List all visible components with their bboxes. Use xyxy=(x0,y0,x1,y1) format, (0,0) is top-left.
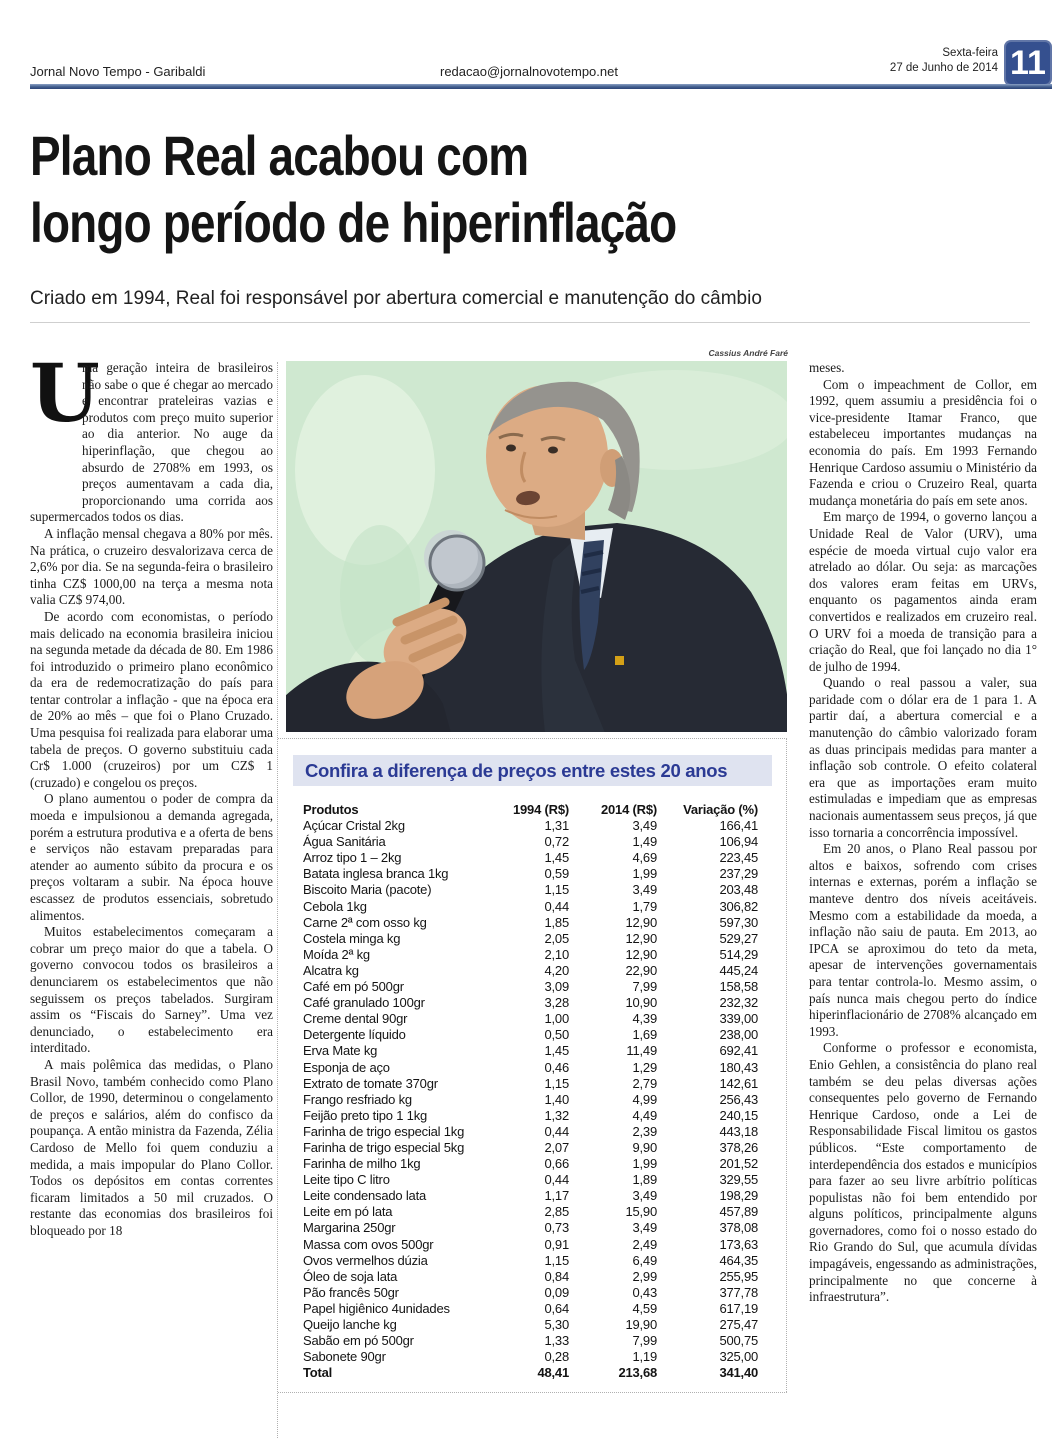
subtitle-rule xyxy=(30,322,1030,323)
value-cell: 339,00 xyxy=(719,1011,758,1027)
value-cell: 1,00 xyxy=(544,1011,569,1027)
article-paragraph: Muitos estabelecimentos começaram a cobrar um preço maior do que a tabela. O governo convocou todos os brasileiros a denunciarem os estabelecimentos que não seguissem os preços tabelados. Surgiram assim os “Fiscais do Sarney”. Uma vez denunciado, o estabelecimento era interditado. xyxy=(30,924,273,1056)
value-cell: 3,49 xyxy=(632,1220,657,1236)
product-cell: Costela minga kg xyxy=(303,930,401,946)
table-row xyxy=(303,1333,758,1349)
value-cell: 500,75 xyxy=(719,1333,758,1349)
value-cell: 255,95 xyxy=(719,1268,758,1284)
price-table-title: Confira a diferença de preços entre estes 20 anos xyxy=(293,755,772,786)
value-cell: 514,29 xyxy=(719,946,758,962)
article-paragraph: De acordo com economistas, o período mais delicado na economia brasileira iniciou na segunda metade da década de 80. Em 1986 foi introduzido o primeiro plano econômico da era de redemocratização do país para tentar controlar a inflação - que na época era de 20% ao mês – que foi o Plano Cruzado. Uma pesquisa foi realizada para elaborar uma tabela de preços. O governo substituiu cada Cr$ 1.000 (cruzeiros) por um CZ$ 1 (cruzado) e congelou os preços. xyxy=(30,608,273,790)
value-cell: 0,09 xyxy=(544,1284,569,1300)
value-cell: 4,20 xyxy=(544,962,569,978)
value-cell: 0,28 xyxy=(544,1349,569,1365)
table-box-top-rule xyxy=(278,738,787,739)
value-cell: 1,99 xyxy=(632,866,657,882)
value-cell: 3,49 xyxy=(632,1188,657,1204)
table-row xyxy=(303,1220,758,1236)
article-column-right xyxy=(809,360,1037,1306)
product-cell: Açúcar Cristal 2kg xyxy=(303,818,405,834)
headline-line-2: longo período de hiperinflação xyxy=(30,191,677,254)
table-row xyxy=(303,1285,758,1301)
value-cell: 238,00 xyxy=(719,1027,758,1043)
value-cell: 2,07 xyxy=(544,1139,569,1155)
table-row xyxy=(303,1349,758,1365)
value-cell: 1,15 xyxy=(544,882,569,898)
column-header-produtos: Produtos xyxy=(303,802,359,817)
column-rule-left xyxy=(277,362,278,1438)
value-cell: 2,39 xyxy=(632,1123,657,1139)
value-cell: 457,89 xyxy=(719,1204,758,1220)
value-cell: 2,10 xyxy=(544,946,569,962)
article-paragraph: Com o impeachment de Collor, em 1992, quem assumiu a presidência foi o vice-presidente Itamar Franco, que estabeleceu importantes mudanças na economia do país. Em 1993 Fernando Henrique Cardoso assumiu o Ministério da Fazenda e criou o Cruzeiro Real, quarta mudança monetária do país em sete anos. xyxy=(809,376,1037,508)
total-2014: 213,68 xyxy=(618,1365,657,1381)
article-paragraph: meses. xyxy=(809,360,845,375)
value-cell: 12,90 xyxy=(625,914,657,930)
table-row xyxy=(303,882,758,898)
value-cell: 0,50 xyxy=(544,1027,569,1043)
value-cell: 198,29 xyxy=(719,1188,758,1204)
product-cell: Sabão em pó 500gr xyxy=(303,1333,414,1349)
product-cell: Leite tipo C litro xyxy=(303,1172,390,1188)
table-row xyxy=(303,866,758,882)
article-paragraph: O plano aumentou o poder de compra da moeda e impulsionou a demanda agregada, porém a estrutura produtiva e a oferta de bens e serviços não estavam preparadas para atender ao aumento súbito da procura e os preços voltaram a subir. Na época houve escassez de produtos essenciais, sobretudo alimentos. xyxy=(30,791,273,923)
value-cell: 3,09 xyxy=(544,979,569,995)
value-cell: 1,69 xyxy=(632,1027,657,1043)
table-row xyxy=(303,1011,758,1027)
value-cell: 2,05 xyxy=(544,930,569,946)
value-cell: 232,32 xyxy=(719,995,758,1011)
product-cell: Café em pó 500gr xyxy=(303,979,404,995)
table-row xyxy=(303,1172,758,1188)
value-cell: 378,08 xyxy=(719,1220,758,1236)
value-cell: 1,45 xyxy=(544,1043,569,1059)
article-paragraph: Em 20 anos, o Plano Real passou por altos e baixos, sofrendo com crises internas e externas, porém a inflação se manteve dentro dos níveis aceitáveis. Mesmo com a estabilidade da moeda, a inflação não saiu de pauta. Em 2013, ao IPCA se aproximou do teto da meta, apesar de intervenções governamentais para tentar controla-lo. Mesmo assim, o país nunca mais chegou perto do índice hiperinflacionário de 2708% alcançado em 1993. xyxy=(809,841,1037,1039)
product-cell: Carne 2ª com osso kg xyxy=(303,914,427,930)
table-total-row xyxy=(303,1365,758,1381)
product-cell: Ovos vermelhos dúzia xyxy=(303,1252,428,1268)
table-row xyxy=(303,1108,758,1124)
article-paragraph: A mais polêmica das medidas, o Plano Brasil Novo, também conhecido como Plano Collor, de 1990, determinou o congelamento de preços e salários, além do confisco da poupança. A então ministra da Fazenda, Zélia Cardoso de Mello foi quem conduziu a medida, a mais impopular do Plano Collor. Todos os depósitos em contas correntes ficaram limitados a 50 mil cruzados. O restante das economias dos brasileiros foi bloqueado por 18 xyxy=(30,1056,273,1238)
product-cell: Farinha de milho 1kg xyxy=(303,1156,421,1172)
value-cell: 325,00 xyxy=(719,1349,758,1365)
value-cell: 10,90 xyxy=(625,995,657,1011)
table-row xyxy=(303,1027,758,1043)
product-cell: Óleo de soja lata xyxy=(303,1268,398,1284)
total-1994: 48,41 xyxy=(537,1365,569,1381)
product-cell: Extrato de tomate 370gr xyxy=(303,1075,438,1091)
value-cell: 0,43 xyxy=(632,1284,657,1300)
product-cell: Frango resfriado kg xyxy=(303,1091,412,1107)
value-cell: 180,43 xyxy=(719,1059,758,1075)
table-header-row xyxy=(303,802,758,818)
product-cell: Papel higiênico 4unidades xyxy=(303,1300,450,1316)
product-cell: Alcatra kg xyxy=(303,962,359,978)
value-cell: 11,49 xyxy=(626,1043,657,1059)
value-cell: 3,49 xyxy=(632,818,657,834)
table-row xyxy=(303,834,758,850)
value-cell: 1,89 xyxy=(632,1172,657,1188)
value-cell: 256,43 xyxy=(719,1091,758,1107)
value-cell: 1,85 xyxy=(544,914,569,930)
table-box-bottom-rule xyxy=(278,1392,787,1393)
value-cell: 329,55 xyxy=(719,1172,758,1188)
product-cell: Batata inglesa branca 1kg xyxy=(303,866,449,882)
product-cell: Massa com ovos 500gr xyxy=(303,1236,434,1252)
value-cell: 203,48 xyxy=(719,882,758,898)
product-cell: Feijão preto tipo 1 1kg xyxy=(303,1107,428,1123)
product-cell: Arroz tipo 1 – 2kg xyxy=(303,850,402,866)
product-cell: Moída 2ª kg xyxy=(303,946,370,962)
total-label: Total xyxy=(303,1365,333,1381)
table-row xyxy=(303,963,758,979)
product-cell: Leite em pó lata xyxy=(303,1204,393,1220)
value-cell: 3,28 xyxy=(544,995,569,1011)
value-cell: 4,59 xyxy=(632,1300,657,1316)
value-cell: 0,84 xyxy=(544,1268,569,1284)
table-row xyxy=(303,850,758,866)
column-rule-right xyxy=(786,738,787,1392)
product-cell: Margarina 250gr xyxy=(303,1220,396,1236)
table-row xyxy=(303,1317,758,1333)
value-cell: 529,27 xyxy=(719,930,758,946)
table-row xyxy=(303,979,758,995)
subtitle: Criado em 1994, Real foi responsável por abertura comercial e manutenção do câmbio xyxy=(30,288,762,309)
value-cell: 5,30 xyxy=(544,1317,569,1332)
table-row xyxy=(303,818,758,834)
product-cell: Água Sanitária xyxy=(303,834,386,850)
column-header-1994: 1994 (R$) xyxy=(512,802,569,817)
value-cell: 158,58 xyxy=(719,979,758,995)
publication-name: Jornal Novo Tempo - Garibaldi xyxy=(30,64,206,79)
page-number-badge: 11 xyxy=(1004,40,1052,86)
value-cell: 1,49 xyxy=(632,834,657,850)
value-cell: 377,78 xyxy=(719,1284,758,1300)
product-cell: Erva Mate kg xyxy=(303,1043,378,1059)
value-cell: 173,63 xyxy=(719,1236,758,1252)
value-cell: 1,29 xyxy=(632,1059,657,1075)
value-cell: 15,90 xyxy=(625,1204,657,1220)
value-cell: 1,79 xyxy=(632,898,657,914)
value-cell: 275,47 xyxy=(719,1317,758,1332)
masthead-rule xyxy=(30,84,1052,89)
table-row xyxy=(303,915,758,931)
contact-email: redacao@jornalnovotempo.net xyxy=(440,64,618,79)
table-row xyxy=(303,995,758,1011)
table-row xyxy=(303,899,758,915)
value-cell: 1,32 xyxy=(544,1107,569,1123)
table-row xyxy=(303,1156,758,1172)
value-cell: 443,18 xyxy=(719,1123,758,1139)
value-cell: 1,15 xyxy=(544,1075,569,1091)
product-cell: Café granulado 100gr xyxy=(303,995,425,1011)
table-row xyxy=(303,931,758,947)
speaker-photo xyxy=(285,360,788,733)
value-cell: 1,19 xyxy=(632,1349,657,1365)
value-cell: 223,45 xyxy=(719,850,758,866)
paragraph-text: ma geração inteira de brasileiros não sabe o que é chegar ao mercado e encontrar prateleiras vazias e produtos com preço muito superior ao dia anterior. No auge da hiperinflação, que chegou ao absurdo de 2708% em 1993, os preços aumentavam a cada dia, proporcionando uma corrida aos supermercados todos os dias. xyxy=(30,360,273,525)
column-header-variacao: Variação (%) xyxy=(683,802,758,817)
value-cell: 166,41 xyxy=(719,818,758,834)
value-cell: 378,26 xyxy=(719,1139,758,1155)
drop-cap: U xyxy=(30,346,100,440)
article-column-left xyxy=(30,346,273,1239)
issue-date-text: 27 de Junho de 2014 xyxy=(889,62,998,74)
headline xyxy=(30,122,818,256)
headline-line-1: Plano Real acabou com xyxy=(30,124,529,187)
value-cell: 445,24 xyxy=(719,962,758,978)
value-cell: 0,59 xyxy=(544,866,569,882)
value-cell: 597,30 xyxy=(719,914,758,930)
value-cell: 2,85 xyxy=(544,1204,569,1220)
product-cell: Farinha de trigo especial 1kg xyxy=(303,1123,465,1139)
value-cell: 6,49 xyxy=(632,1252,657,1268)
value-cell: 2,99 xyxy=(632,1268,657,1284)
table-row xyxy=(303,1301,758,1317)
product-cell: Pão francês 50gr xyxy=(303,1284,399,1300)
value-cell: 9,90 xyxy=(632,1139,657,1155)
table-row xyxy=(303,1140,758,1156)
value-cell: 0,44 xyxy=(544,1123,569,1139)
value-cell: 1,15 xyxy=(544,1252,569,1268)
product-cell: Queijo lanche kg xyxy=(303,1317,397,1332)
table-row xyxy=(303,1043,758,1059)
issue-weekday: Sexta-feira xyxy=(942,47,998,59)
product-cell: Biscoito Maria (pacote) xyxy=(303,882,432,898)
value-cell: 1,40 xyxy=(544,1091,569,1107)
product-cell: Creme dental 90gr xyxy=(303,1011,408,1027)
product-cell: Cebola 1kg xyxy=(303,898,367,914)
product-cell: Farinha de trigo especial 5kg xyxy=(303,1139,465,1155)
issue-date xyxy=(890,46,998,76)
value-cell: 2,49 xyxy=(632,1236,657,1252)
price-table-body xyxy=(303,818,758,1365)
photo-credit: Cassius André Faré xyxy=(708,348,788,358)
value-cell: 4,69 xyxy=(632,850,657,866)
value-cell: 1,33 xyxy=(544,1333,569,1349)
product-cell: Sabonete 90gr xyxy=(303,1349,386,1365)
table-row xyxy=(303,1269,758,1285)
table-row xyxy=(303,1124,758,1140)
table-row xyxy=(303,947,758,963)
product-cell: Leite condensado lata xyxy=(303,1188,427,1204)
value-cell: 692,41 xyxy=(719,1043,758,1059)
article-paragraph: A inflação mensal chegava a 80% por mês. Na prática, o cruzeiro desvalorizava cerca de 2,6% por dia. Se na segunda-feira o brasileiro tinha CZ$ 1000,00 na terça a mesma nota valia CZ$ 974,00. xyxy=(30,525,273,608)
value-cell: 0,44 xyxy=(544,1172,569,1188)
column-header-2014: 2014 (R$) xyxy=(600,802,657,817)
value-cell: 201,52 xyxy=(719,1156,758,1172)
value-cell: 4,49 xyxy=(632,1107,657,1123)
value-cell: 464,35 xyxy=(719,1252,758,1268)
value-cell: 617,19 xyxy=(719,1300,758,1316)
table-row xyxy=(303,1188,758,1204)
value-cell: 2,79 xyxy=(632,1075,657,1091)
article-paragraph: Em março de 1994, o governo lançou a Unidade Real de Valor (URV), uma espécie de moeda virtual cujo valor era atrelado ao dólar. Ou seja: as marcações dos valores eram feitas em URVs, enquanto os pagamentos ainda eram convertidos e realizados em cruzeiro real. O URV foi a moeda de transição para a criação do Real, que foi lançado no dia 1° de julho de 1994. xyxy=(809,509,1037,674)
table-row xyxy=(303,1253,758,1269)
table-row xyxy=(303,1076,758,1092)
value-cell: 0,91 xyxy=(544,1236,569,1252)
value-cell: 237,29 xyxy=(719,866,758,882)
price-table xyxy=(303,802,758,1381)
total-variacao: 341,40 xyxy=(719,1365,758,1381)
value-cell: 0,72 xyxy=(544,834,569,850)
value-cell: 106,94 xyxy=(719,834,758,850)
value-cell: 1,31 xyxy=(544,818,569,834)
table-row xyxy=(303,1204,758,1220)
value-cell: 0,73 xyxy=(544,1220,569,1236)
product-cell: Esponja de aço xyxy=(303,1059,390,1075)
speaker-photo-illustration xyxy=(285,360,788,733)
table-row xyxy=(303,1237,758,1253)
table-row xyxy=(303,1092,758,1108)
value-cell: 0,64 xyxy=(544,1300,569,1316)
value-cell: 3,49 xyxy=(632,882,657,898)
article-paragraph xyxy=(30,346,273,526)
value-cell: 306,82 xyxy=(719,898,758,914)
value-cell: 1,17 xyxy=(544,1188,569,1204)
value-cell: 0,44 xyxy=(544,898,569,914)
value-cell: 1,99 xyxy=(632,1156,657,1172)
value-cell: 1,45 xyxy=(544,850,569,866)
product-cell: Detergente líquido xyxy=(303,1027,406,1043)
value-cell: 0,46 xyxy=(544,1059,569,1075)
article-paragraph: Conforme o professor e economista, Enio Gehlen, a consistência do plano real também se deu pelas diversas ações consequentes pelo governo de Fernando Henrique Cardoso, onde a Lei de Responsabilidade Fiscal limitou os gastos públicos. “Este comportamento de interdependência dos estados e municípios para fazer ao seu livre arbítrio políticas populistas não foi bem entendido por alguns políticos, principalmente alguns governadores, como foi o nosso estado do Rio Grando do Sul, que acumula dívidas impagáveis, engessando as administrações, principalmente no que concerne à infraestrutura”. xyxy=(809,1040,1037,1305)
value-cell: 12,90 xyxy=(625,930,657,946)
value-cell: 240,15 xyxy=(719,1107,758,1123)
value-cell: 7,99 xyxy=(632,1333,657,1349)
value-cell: 22,90 xyxy=(625,962,657,978)
value-cell: 4,39 xyxy=(632,1011,657,1027)
value-cell: 7,99 xyxy=(632,979,657,995)
value-cell: 4,99 xyxy=(632,1091,657,1107)
value-cell: 142,61 xyxy=(719,1075,758,1091)
table-row xyxy=(303,1060,758,1076)
value-cell: 19,90 xyxy=(625,1317,657,1332)
value-cell: 0,66 xyxy=(544,1156,569,1172)
article-paragraph: Quando o real passou a valer, sua paridade com o dólar era de 1 para 1. A partir daí, a abertura comercial e a manutenção do câmbio valorizado foram as duas principais medidas para manter a inflação sob controle. O efeito colateral era que as importações eram muito estimuladas e impediam que as empresas nacionais aumentassem seus preços, já que isso tornaria a concorrência impossível. xyxy=(809,675,1037,840)
value-cell: 12,90 xyxy=(625,946,657,962)
